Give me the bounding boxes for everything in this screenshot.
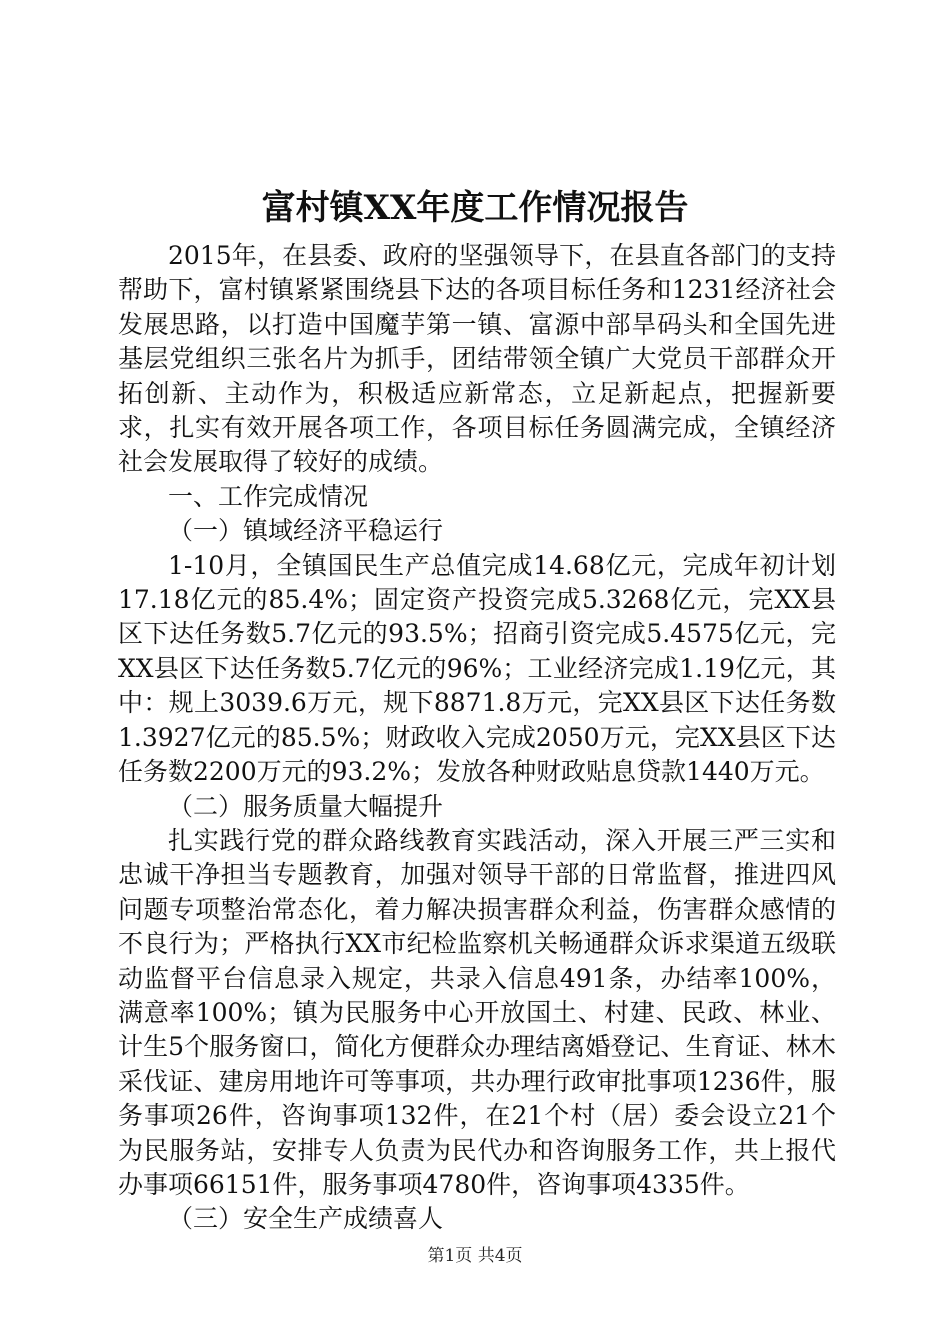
paragraph-service: 扎实践行党的群众路线教育实践活动，深入开展三严三实和忠诚干净担当专题教育，加强对领导干部的日常监督，推进四风问题专项整治常态化，着力解决损害群众利益，伤害群众感情的不良行为；严格执行XX市纪检监察机关畅通群众诉求渠道五级联动监督平台信息录入规定，共录入信息491条，办结率100%，满意率100%；镇为民服务中心开放国土、村建、民政、林业、计生5个服务窗口，简化方便群众办理结离婚登记、生育证、林木采伐证、建房用地许可等事项，共办理行政审批事项1236件，服务事项26件，咨询事项132件，在21个村（居）委会设立21个为民服务站，安排专人负责为民代办和咨询服务工作，共上报代办事项66151件，服务事项4780件，咨询事项4335件。 [118, 825, 836, 1199]
paragraph-intro: 2015年，在县委、政府的坚强领导下，在县直各部门的支持帮助下，富村镇紧紧围绕县下达的各项目标任务和1231经济社会发展思路，以打造中国魔芋第一镇、富源中部旱码头和全国先进基层党组织三张名片为抓手，团结带领全镇广大党员干部群众开拓创新、主动作为，积极适应新常态，立足新起点，把握新要求，扎实有效开展各项工作，各项目标任务圆满完成，全镇经济社会发展取得了较好的成绩。 [118, 241, 836, 477]
subsection-heading-economy: （一）镇域经济平稳运行 [168, 516, 444, 546]
document-body [118, 239, 836, 1237]
subsection-heading-service: （二）服务质量大幅提升 [168, 791, 444, 821]
subsection-heading-safety: （三）安全生产成绩喜人 [168, 1204, 444, 1234]
page-footer: 第1页 共4页 [427, 1246, 523, 1266]
document-title: 富村镇XX年度工作情况报告 [261, 188, 689, 228]
section-heading-work-completion: 一、工作完成情况 [168, 481, 369, 511]
paragraph-economy: 1-10月，全镇国民生产总值完成14.68亿元，完成年初计划17.18亿元的85.4%；固定资产投资完成5.3268亿元，完XX县区下达任务数5.7亿元的93.5%；招商引资完成5.4575亿元，完XX县区下达任务数5.7亿元的96%；工业经济完成1.19亿元，其中：规上3039.6万元，规下8871.8万元，完XX县区下达任务数1.3927亿元的85.5%；财政收入完成2050万元，完XX县区下达任务数2200万元的93.2%；发放各种财政贴息贷款1440万元。 [118, 550, 836, 787]
